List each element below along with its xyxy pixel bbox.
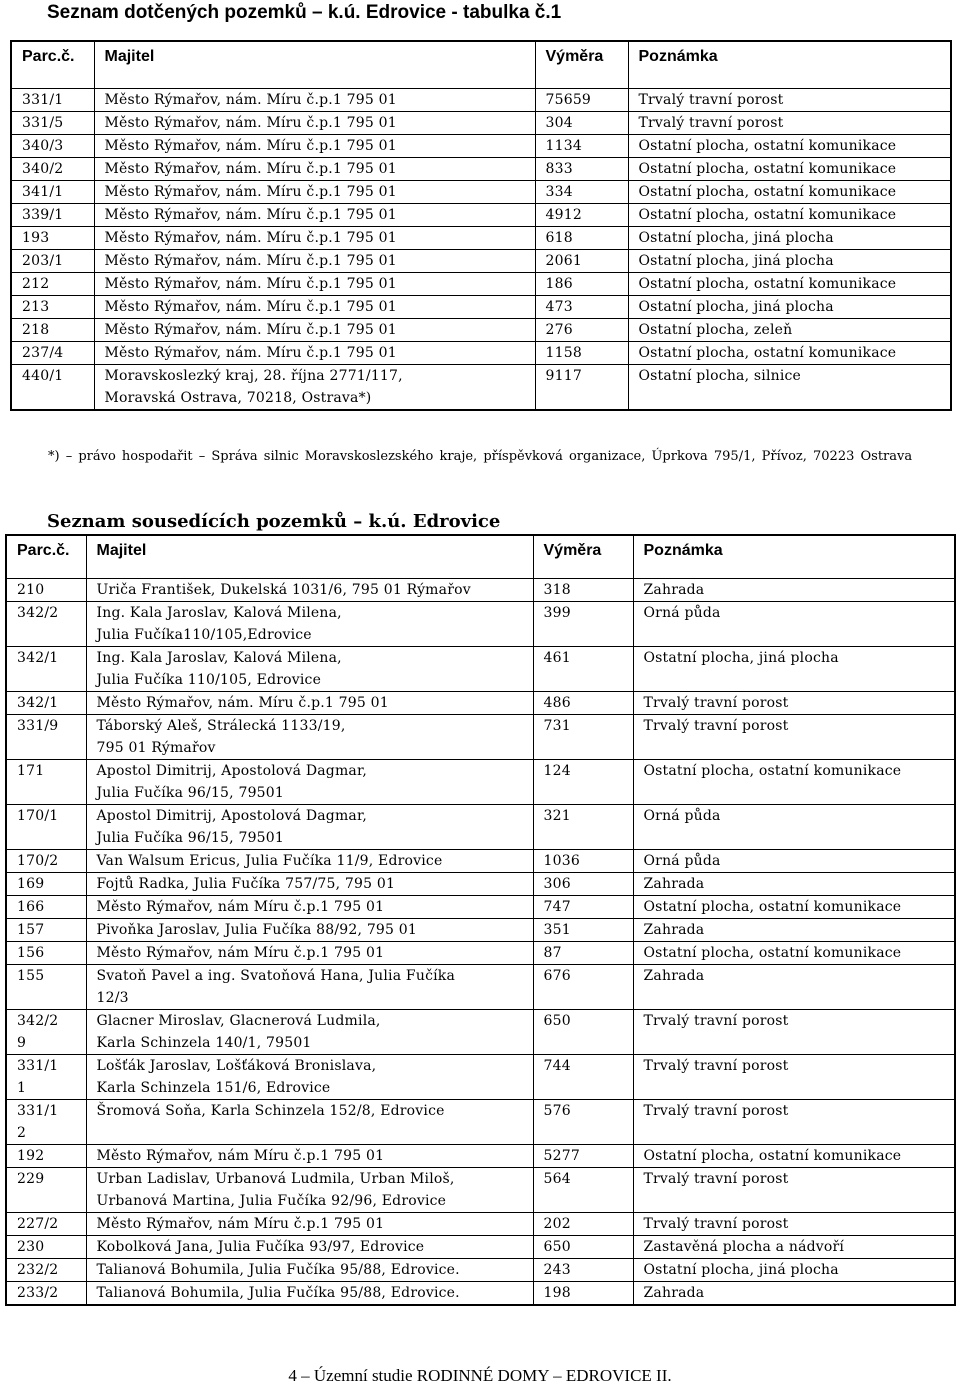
parcel-number [6, 647, 86, 692]
owner-cell [94, 319, 535, 342]
owner-cell [86, 647, 533, 692]
parcel-number-line1: 227/2 [17, 1216, 59, 1232]
note-cell: Trvalý travní porost [633, 1213, 955, 1236]
parcel-number [6, 579, 86, 602]
parcel-number: 193 [11, 227, 94, 250]
parcel-number-line1: 166 [17, 899, 45, 915]
parcel-number [6, 1145, 86, 1168]
owner-cell [94, 250, 535, 273]
area-cell: 276 [535, 319, 628, 342]
owner-cell [86, 873, 533, 896]
area-cell: 75659 [535, 89, 628, 112]
owner-cell-line2: Karla Schinzela 151/6, Edrovice [96, 1080, 331, 1096]
area-cell: 564 [533, 1168, 633, 1213]
table-row [6, 965, 955, 1010]
note-cell: Zastavěná plocha a nádvoří [633, 1236, 955, 1259]
owner-cell-line1: Urban Ladislav, Urbanová Ludmila, Urban Miloš, [96, 1171, 455, 1187]
note-cell: Ostatní plocha, jiná plocha [628, 250, 951, 273]
owner-cell-line1: Ing. Kala Jaroslav, Kalová Milena, [96, 605, 342, 621]
note-cell: Trvalý travní porost [633, 1010, 955, 1055]
owner-cell [86, 1168, 533, 1213]
table-row [11, 135, 951, 158]
parcel-number [6, 896, 86, 919]
note-cell: Ostatní plocha, ostatní komunikace [628, 181, 951, 204]
owner-cell-line1: Město Rýmařov, nám Míru č.p.1 795 01 [96, 1148, 385, 1164]
parcel-number-line1: 229 [17, 1171, 45, 1187]
note-cell: Trvalý travní porost [628, 112, 951, 135]
table-row [6, 760, 955, 805]
parcel-number [6, 805, 86, 850]
owner-cell [86, 1236, 533, 1259]
owner-cell [86, 1259, 533, 1282]
owner-cell-line1: Apostol Dimitrij, Apostolová Dagmar, [96, 808, 367, 824]
owner-cell [86, 760, 533, 805]
note-cell: Ostatní plocha, ostatní komunikace [628, 342, 951, 365]
owner-cell [86, 942, 533, 965]
owner-cell-line1: Město Rýmařov, nám. Míru č.p.1 795 01 [104, 138, 397, 154]
owner-cell [86, 692, 533, 715]
owner-cell-line1: Uriča František, Dukelská 1031/6, 795 01 Rýmařov [96, 582, 471, 598]
parcel-number-line1: 233/2 [17, 1285, 59, 1301]
column-header-owner: Majitel [94, 41, 535, 89]
area-cell: 650 [533, 1010, 633, 1055]
area-cell: 833 [535, 158, 628, 181]
area-cell: 618 [535, 227, 628, 250]
area-cell: 87 [533, 942, 633, 965]
area-cell: 461 [533, 647, 633, 692]
parcel-number: 237/4 [11, 342, 94, 365]
area-cell: 351 [533, 919, 633, 942]
parcel-number-line1: 192 [17, 1148, 45, 1164]
owner-cell-line1: Město Rýmařov, nám Míru č.p.1 795 01 [96, 1216, 385, 1232]
parcel-number-line1: 342/2 [17, 605, 59, 621]
parcel-number: 339/1 [11, 204, 94, 227]
table-row [6, 602, 955, 647]
owner-cell-line1: Šromová Soňa, Karla Schinzela 152/8, Edrovice [96, 1103, 445, 1119]
parcel-number-line1: 156 [17, 945, 45, 961]
parcel-number: 213 [11, 296, 94, 319]
parcel-number [6, 873, 86, 896]
owner-cell-line2: 12/3 [96, 990, 129, 1006]
owner-cell-line1: Kobolková Jana, Julia Fučíka 93/97, Edrovice [96, 1239, 425, 1255]
note-cell: Orná půda [633, 602, 955, 647]
area-cell: 2061 [535, 250, 628, 273]
area-cell: 198 [533, 1282, 633, 1306]
note-cell: Orná půda [633, 805, 955, 850]
parcel-number-line1: 155 [17, 968, 45, 984]
note-cell: Ostatní plocha, ostatní komunikace [628, 204, 951, 227]
table-row [11, 273, 951, 296]
area-cell: 9117 [535, 365, 628, 411]
owner-cell [94, 181, 535, 204]
parcel-number: 340/3 [11, 135, 94, 158]
area-cell: 4912 [535, 204, 628, 227]
owner-cell-line1: Město Rýmařov, nám. Míru č.p.1 795 01 [104, 207, 397, 223]
table-row [11, 319, 951, 342]
table-row [11, 365, 951, 411]
table-row [11, 342, 951, 365]
note-cell: Zahrada [633, 873, 955, 896]
owner-cell-line2: Julia Fučíka110/105,Edrovice [96, 627, 312, 643]
area-cell: 1134 [535, 135, 628, 158]
owner-cell [86, 896, 533, 919]
table-body [11, 89, 951, 411]
owner-cell-line1: Glacner Miroslav, Glacnerová Ludmila, [96, 1013, 381, 1029]
note-cell: Zahrada [633, 919, 955, 942]
area-cell: 650 [533, 1236, 633, 1259]
parcel-number-line1: 342/2 [17, 1013, 59, 1029]
owner-cell [86, 1055, 533, 1100]
owner-cell-line1: Město Rýmařov, nám. Míru č.p.1 795 01 [104, 253, 397, 269]
note-cell: Ostatní plocha, zeleň [628, 319, 951, 342]
parcel-number [6, 1168, 86, 1213]
parcel-number-line2: 9 [17, 1035, 27, 1051]
parcel-number [6, 1010, 86, 1055]
area-cell: 576 [533, 1100, 633, 1145]
parcel-number [6, 1213, 86, 1236]
owner-cell-line2: Karla Schinzela 140/1, 79501 [96, 1035, 312, 1051]
owner-cell [94, 342, 535, 365]
table-row [6, 1100, 955, 1145]
parcel-number: 218 [11, 319, 94, 342]
table-row [6, 1213, 955, 1236]
footnote: *) – právo hospodařit – Správa silnic Moravskoslezského kraje, příspěvková organizace, Úprkova 795/1, Přívoz, 70223 Ostrava [48, 449, 913, 464]
table-row [6, 873, 955, 896]
area-cell: 186 [535, 273, 628, 296]
owner-cell [94, 296, 535, 319]
owner-cell-line1: Město Rýmařov, nám. Míru č.p.1 795 01 [104, 161, 397, 177]
parcel-number [6, 850, 86, 873]
owner-cell-line1: Město Rýmařov, nám. Míru č.p.1 795 01 [104, 115, 397, 131]
column-header-area: Výměra [533, 535, 633, 579]
parcel-number-line1: 232/2 [17, 1262, 59, 1278]
column-header-area: Výměra [535, 41, 628, 89]
area-cell: 202 [533, 1213, 633, 1236]
owner-cell [94, 273, 535, 296]
column-header-parcel: Parc.č. [11, 41, 94, 89]
table-row [6, 850, 955, 873]
area-cell: 5277 [533, 1145, 633, 1168]
parcel-number-line1: 342/1 [17, 650, 59, 666]
note-cell: Ostatní plocha, jiná plocha [628, 296, 951, 319]
parcel-number [6, 1100, 86, 1145]
parcel-number [6, 760, 86, 805]
parcel-number: 440/1 [11, 365, 94, 411]
note-cell: Trvalý travní porost [633, 715, 955, 760]
note-cell: Trvalý travní porost [633, 1055, 955, 1100]
owner-cell [86, 965, 533, 1010]
table-row [6, 692, 955, 715]
owner-cell-line2: Moravská Ostrava, 70218, Ostrava*) [104, 390, 372, 406]
owner-cell [86, 1145, 533, 1168]
owner-cell [94, 135, 535, 158]
parcel-number-line1: 342/1 [17, 695, 59, 711]
table-row [11, 158, 951, 181]
area-cell: 318 [533, 579, 633, 602]
area-cell: 744 [533, 1055, 633, 1100]
area-cell: 306 [533, 873, 633, 896]
parcel-number-line1: 157 [17, 922, 45, 938]
owner-cell-line1: Město Rýmařov, nám. Míru č.p.1 795 01 [104, 184, 397, 200]
note-cell: Ostatní plocha, ostatní komunikace [633, 896, 955, 919]
table-row [6, 805, 955, 850]
owner-cell-line1: Van Walsum Ericus, Julia Fučíka 11/9, Edrovice [96, 853, 443, 869]
owner-cell [86, 1100, 533, 1145]
parcel-number-line1: 171 [17, 763, 45, 779]
table-body [6, 579, 955, 1306]
owner-cell-line1: Lošťák Jaroslav, Lošťáková Bronislava, [96, 1058, 377, 1074]
area-cell: 473 [535, 296, 628, 319]
parcel-number [6, 919, 86, 942]
note-cell: Ostatní plocha, ostatní komunikace [628, 273, 951, 296]
owner-cell [94, 112, 535, 135]
owner-cell-line1: Město Rýmařov, nám. Míru č.p.1 795 01 [104, 322, 397, 338]
owner-cell [86, 1213, 533, 1236]
parcel-number-line2: 1 [17, 1080, 27, 1096]
table-row [11, 89, 951, 112]
owner-cell-line1: Talianová Bohumila, Julia Fučíka 95/88, Edrovice. [96, 1285, 460, 1301]
note-cell: Trvalý travní porost [628, 89, 951, 112]
parcel-number [6, 1055, 86, 1100]
note-cell: Zahrada [633, 579, 955, 602]
parcel-number: 203/1 [11, 250, 94, 273]
owner-cell-line2: Urbanová Martina, Julia Fučíka 92/96, Edrovice [96, 1193, 447, 1209]
note-cell: Orná půda [633, 850, 955, 873]
owner-cell-line1: Talianová Bohumila, Julia Fučíka 95/88, Edrovice. [96, 1262, 460, 1278]
table-row [6, 715, 955, 760]
owner-cell-line1: Pivoňka Jaroslav, Julia Fučíka 88/92, 795 01 [96, 922, 418, 938]
table-row [6, 1168, 955, 1213]
table-row [6, 1259, 955, 1282]
parcel-number-line1: 210 [17, 582, 45, 598]
parcel-number [6, 1282, 86, 1306]
owner-cell-line1: Město Rýmařov, nám. Míru č.p.1 795 01 [96, 695, 389, 711]
table-row [11, 112, 951, 135]
table-header-row [6, 535, 955, 579]
parcel-number [6, 965, 86, 1010]
table-row [11, 296, 951, 319]
owner-cell [86, 1010, 533, 1055]
owner-cell-line1: Apostol Dimitrij, Apostolová Dagmar, [96, 763, 367, 779]
note-cell: Ostatní plocha, jiná plocha [633, 647, 955, 692]
owner-cell-line1: Moravskoslezký kraj, 28. října 2771/117, [104, 368, 403, 384]
parcel-number: 331/1 [11, 89, 94, 112]
column-header-owner: Majitel [86, 535, 533, 579]
area-cell: 747 [533, 896, 633, 919]
owner-cell-line1: Město Rýmařov, nám. Míru č.p.1 795 01 [104, 299, 397, 315]
parcel-number: 331/5 [11, 112, 94, 135]
column-header-note: Poznámka [628, 41, 951, 89]
owner-cell [94, 204, 535, 227]
area-cell: 1036 [533, 850, 633, 873]
parcel-number-line1: 170/2 [17, 853, 59, 869]
owner-cell-line1: Táborský Aleš, Strálecká 1133/19, [96, 718, 346, 734]
owner-cell-line1: Fojtů Radka, Julia Fučíka 757/75, 795 01 [96, 876, 396, 892]
parcel-number [6, 1259, 86, 1282]
table-row [6, 1236, 955, 1259]
parcel-number [6, 602, 86, 647]
note-cell: Ostatní plocha, ostatní komunikace [633, 1145, 955, 1168]
area-cell: 731 [533, 715, 633, 760]
note-cell: Ostatní plocha, ostatní komunikace [628, 135, 951, 158]
parcel-number-line1: 170/1 [17, 808, 59, 824]
parcel-number: 212 [11, 273, 94, 296]
note-cell: Zahrada [633, 1282, 955, 1306]
area-cell: 676 [533, 965, 633, 1010]
area-cell: 399 [533, 602, 633, 647]
owner-cell-line1: Svatoň Pavel a ing. Svatoňová Hana, Julia Fučíka [96, 968, 456, 984]
owner-cell [86, 805, 533, 850]
owner-cell-line1: Město Rýmařov, nám. Míru č.p.1 795 01 [104, 92, 397, 108]
owner-cell-line2: Julia Fučíka 96/15, 79501 [96, 785, 284, 801]
column-header-note: Poznámka [633, 535, 955, 579]
parcel-number-line1: 331/1 [17, 1058, 59, 1074]
parcel-number-line2: 2 [17, 1125, 27, 1141]
parcel-number [6, 1236, 86, 1259]
owner-cell [86, 1282, 533, 1306]
owner-cell [94, 89, 535, 112]
parcel-number [6, 715, 86, 760]
table-row [6, 1010, 955, 1055]
note-cell: Ostatní plocha, jiná plocha [628, 227, 951, 250]
note-cell: Ostatní plocha, ostatní komunikace [633, 760, 955, 805]
table-row [6, 896, 955, 919]
area-cell: 304 [535, 112, 628, 135]
note-cell: Trvalý travní porost [633, 1100, 955, 1145]
table-row [6, 647, 955, 692]
table-row [6, 1282, 955, 1306]
area-cell: 1158 [535, 342, 628, 365]
table-row [6, 919, 955, 942]
owner-cell [94, 227, 535, 250]
owner-cell [86, 579, 533, 602]
table-row [11, 250, 951, 273]
area-cell: 124 [533, 760, 633, 805]
note-cell: Trvalý travní porost [633, 1168, 955, 1213]
page-footer: 4 – Územní studie RODINNÉ DOMY – EDROVICE II. [288, 1366, 672, 1385]
owner-cell [86, 850, 533, 873]
note-cell: Zahrada [633, 965, 955, 1010]
owner-cell [86, 919, 533, 942]
table-row [6, 942, 955, 965]
area-cell: 321 [533, 805, 633, 850]
parcel-number-line1: 169 [17, 876, 45, 892]
table-row [11, 181, 951, 204]
owner-cell-line2: Julia Fučíka 110/105, Edrovice [96, 672, 322, 688]
table-row [11, 204, 951, 227]
owner-cell-line1: Město Rýmařov, nám Míru č.p.1 795 01 [96, 899, 385, 915]
parcel-number-line1: 230 [17, 1239, 45, 1255]
area-cell: 334 [535, 181, 628, 204]
parcel-number: 341/1 [11, 181, 94, 204]
area-cell: 486 [533, 692, 633, 715]
note-cell: Ostatní plocha, jiná plocha [633, 1259, 955, 1282]
owner-cell-line1: Město Rýmařov, nám. Míru č.p.1 795 01 [104, 345, 397, 361]
neighboring-parcels-table [5, 534, 956, 1306]
affected-parcels-table [10, 40, 952, 411]
owner-cell [94, 365, 535, 411]
area-cell: 243 [533, 1259, 633, 1282]
parcel-number-line1: 331/9 [17, 718, 59, 734]
owner-cell-line1: Město Rýmařov, nám. Míru č.p.1 795 01 [104, 230, 397, 246]
owner-cell-line1: Město Rýmařov, nám Míru č.p.1 795 01 [96, 945, 385, 961]
owner-cell-line2: 795 01 Rýmařov [96, 740, 216, 756]
column-header-parcel: Parc.č. [6, 535, 86, 579]
parcel-number [6, 692, 86, 715]
note-cell: Trvalý travní porost [633, 692, 955, 715]
owner-cell-line1: Ing. Kala Jaroslav, Kalová Milena, [96, 650, 342, 666]
note-cell: Ostatní plocha, ostatní komunikace [633, 942, 955, 965]
owner-cell [94, 158, 535, 181]
page-title: Seznam dotčených pozemků – k.ú. Edrovice - tabulka č.1 [47, 2, 562, 23]
table-row [11, 227, 951, 250]
parcel-number [6, 942, 86, 965]
parcel-number: 340/2 [11, 158, 94, 181]
owner-cell-line2: Julia Fučíka 96/15, 79501 [96, 830, 284, 846]
owner-cell [86, 715, 533, 760]
section-title: Seznam sousedících pozemků – k.ú. Edrovice [47, 511, 501, 532]
parcel-number-line1: 331/1 [17, 1103, 59, 1119]
table-row [6, 1145, 955, 1168]
owner-cell-line1: Město Rýmařov, nám. Míru č.p.1 795 01 [104, 276, 397, 292]
table-header-row [11, 41, 951, 89]
note-cell: Ostatní plocha, ostatní komunikace [628, 158, 951, 181]
note-cell: Ostatní plocha, silnice [628, 365, 951, 411]
table-row [6, 1055, 955, 1100]
table-row [6, 579, 955, 602]
owner-cell [86, 602, 533, 647]
